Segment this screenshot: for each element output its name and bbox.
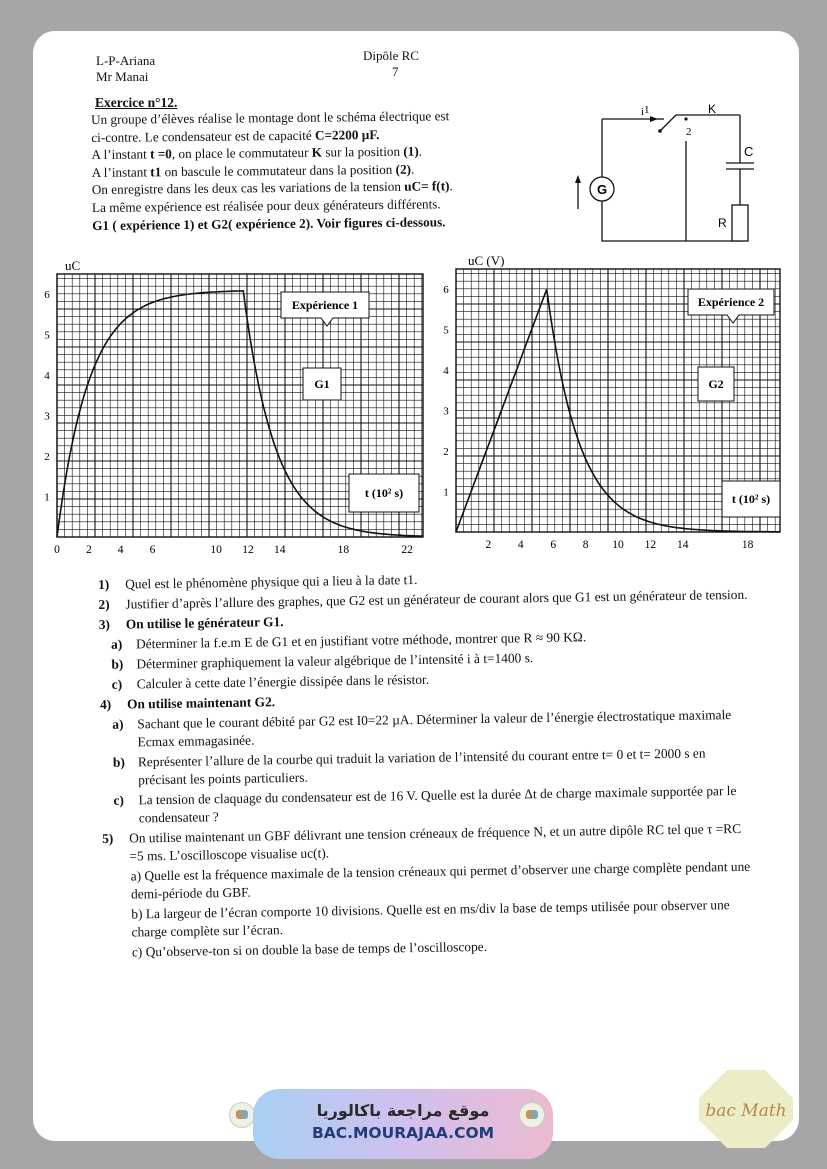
chart-title: Expérience 2 [697, 295, 765, 309]
question-number: b) [112, 754, 125, 770]
site-url[interactable]: BAC.MOURAJAA.COM [311, 1124, 495, 1142]
question-number: 1) [98, 576, 110, 592]
question-number: c) [111, 676, 123, 692]
question-5-part: b) La largeur de l’écran comporte 10 divisions. Quelle est en ms/div la base de temps utilisée pour observer une charge complète sur l’écran. [131, 897, 730, 940]
y-tick-label: 2 [443, 446, 449, 459]
school-name: L-P-Ariana [96, 53, 156, 68]
capacitor-label: C [744, 144, 754, 159]
intro-text: ci-contre. Le condensateur est de capacité [91, 127, 316, 145]
y-tick-label: 3 [443, 405, 449, 418]
intro-text: K [311, 144, 323, 160]
question-text: Représenter l’allure de la courbe qui traduit la variation de l’intensité du courant entre t= 0 et t= 2000 s en précisant les points particuliers. [137, 745, 706, 788]
site-badge-left [229, 1102, 255, 1128]
x-tick-label: 14 [274, 544, 286, 556]
y-tick-label: 1 [44, 491, 50, 504]
question-5-parts [131, 858, 754, 962]
x-axis-label: t (10² s) [364, 486, 404, 500]
document-page [33, 31, 799, 1141]
question-text: La tension de claquage du condensateur est de 16 V. Quelle est la durée Δt de charge maximale supportée par le condensateur ? [138, 782, 737, 826]
exercise-intro [91, 106, 562, 234]
switch-pos2-label: 2 [686, 126, 692, 138]
intro-text: Un groupe d’élèves réalise le montage dont le schéma électrique est [91, 108, 450, 127]
y-tick-label: 6 [443, 284, 449, 297]
question-number: c) [113, 792, 125, 808]
intro-text: On enregistre dans les deux cas les variations de la tension [91, 179, 405, 198]
x-tick-label: 10 [210, 544, 222, 556]
chapter-title: Dipôle RC [363, 48, 419, 63]
current-label: i [641, 106, 645, 118]
question-number: 3) [98, 616, 111, 632]
y-axis-label: uC (V) [468, 253, 505, 268]
question-number: 4) [99, 696, 112, 712]
intro-text: La même expérience est réalisée pour deux générateurs différents. [91, 196, 441, 215]
y-tick-label: 4 [443, 365, 449, 378]
x-axis-label: t (10² s) [731, 492, 771, 506]
resistor-label: R [718, 216, 727, 230]
x-tick-label: 18 [741, 539, 754, 551]
series-label: G2 [708, 377, 724, 391]
intro-text: . [449, 178, 453, 194]
intro-text: . [410, 161, 415, 177]
x-tick-label: 6 [149, 544, 156, 556]
x-tick-label: 12 [644, 539, 657, 551]
site-badge-right [519, 1102, 545, 1128]
intro-text: C=2200 µF. [314, 126, 380, 143]
site-name-arabic: موقع مراجعة باكالوريا [316, 1101, 490, 1120]
exercise-title: Exercice n°12. [95, 95, 178, 110]
intro-text: sur la position [321, 143, 404, 160]
x-tick-label: 18 [337, 544, 350, 556]
questions-list [98, 566, 754, 964]
intro-text: G1 ( expérience 1) et G2( expérience 2). Voir figures ci-dessous. [92, 213, 446, 233]
question-text: On utilise le générateur G1. [125, 614, 284, 632]
intro-text: t1 [150, 164, 162, 180]
site-footer-banner[interactable] [253, 1089, 553, 1159]
logo-text: bac Math [705, 1101, 787, 1121]
intro-text: , on place le commutateur [171, 144, 312, 162]
intro-text: (1) [403, 143, 419, 159]
question-number: 2) [98, 596, 110, 612]
bac-math-logo [697, 1068, 795, 1150]
y-axis-label: uC [65, 258, 81, 273]
y-tick-label: 6 [44, 289, 50, 302]
question-5-part: c) Qu’observe-ton si on double la base de temps de l’oscilloscope. [131, 938, 488, 960]
x-tick-label: 4 [117, 544, 124, 556]
x-tick-label: 10 [612, 539, 624, 551]
x-tick-label: 8 [582, 539, 589, 551]
intro-text: A l’instant [91, 146, 151, 163]
question-text: On utilise maintenant un GBF délivrant une tension créneaux de fréquence N, et un autre dipôle RC tel que τ =RC =5 ms. L’oscilloscope visualise uc(t). [129, 820, 742, 864]
intro-text: on bascule le commutateur dans la position [161, 161, 396, 180]
circuit-diagram [568, 101, 758, 266]
switch-pos1-label: 1 [644, 104, 650, 116]
intro-text: (2) [395, 161, 412, 177]
intro-text: A l’instant [91, 164, 151, 180]
x-tick-label: 2 [85, 544, 92, 556]
page-number: 7 [392, 64, 399, 79]
x-tick-label: 2 [485, 539, 492, 551]
y-tick-label: 4 [44, 370, 50, 383]
question-text: Calculer à cette date l’énergie dissipée dans le résistor. [136, 671, 430, 692]
x-tick-label: 14 [677, 539, 689, 551]
generator-label: G [597, 182, 608, 197]
question-text: Sachant que le courant débité par G2 est I0=22 µA. Déterminer la valeur de l’énergie électrostatique maximale Ecmax emmagasinée. [137, 707, 732, 750]
switch-label: K [708, 102, 717, 116]
series-label: G1 [314, 377, 330, 391]
question-text: Déterminer graphiquement la valeur algébrique de l’intensité i à t=1400 s. [136, 650, 534, 672]
intro-text: uC= f(t) [404, 178, 450, 195]
question-number: 5) [102, 830, 114, 846]
question-text: Quel est le phénomène physique qui a lieu à la date t1. [125, 571, 418, 592]
graph-experience-1 [35, 254, 430, 554]
question-number: a) [110, 636, 123, 652]
question-text: On utilise maintenant G2. [126, 694, 276, 712]
y-tick-label: 5 [443, 324, 449, 337]
y-tick-label: 3 [44, 410, 50, 423]
question-5-part: a) Quelle est la fréquence maximale de la tension créneaux qui permet d’observer une charge complète pendant une demi-période du GBF. [130, 858, 751, 902]
intro-text: . [418, 143, 423, 159]
x-tick-label: 22 [401, 544, 413, 556]
x-tick-label: 4 [517, 539, 524, 551]
graph-experience-2 [443, 249, 793, 551]
y-tick-label: 1 [443, 486, 449, 499]
y-tick-label: 5 [44, 329, 50, 342]
teacher-name: Mr Manai [96, 69, 149, 84]
question-text: Déterminer la f.e.m E de G1 et en justifiant votre méthode, montrer que R ≈ 90 KΩ. [135, 629, 587, 652]
y-tick-label: 2 [44, 451, 50, 464]
x-tick-label: 12 [242, 544, 254, 556]
question-text: Justifier d’après l’allure des graphes, que G2 est un générateur de courant alors que G1 est un générateur de tension. [125, 586, 748, 612]
question-number: a) [112, 716, 124, 732]
x-tick-label: 6 [550, 539, 557, 551]
chart-title: Expérience 1 [291, 298, 359, 312]
intro-text: t =0 [149, 146, 172, 162]
question-number: b) [111, 656, 124, 672]
x-tick-label: 0 [54, 544, 60, 556]
